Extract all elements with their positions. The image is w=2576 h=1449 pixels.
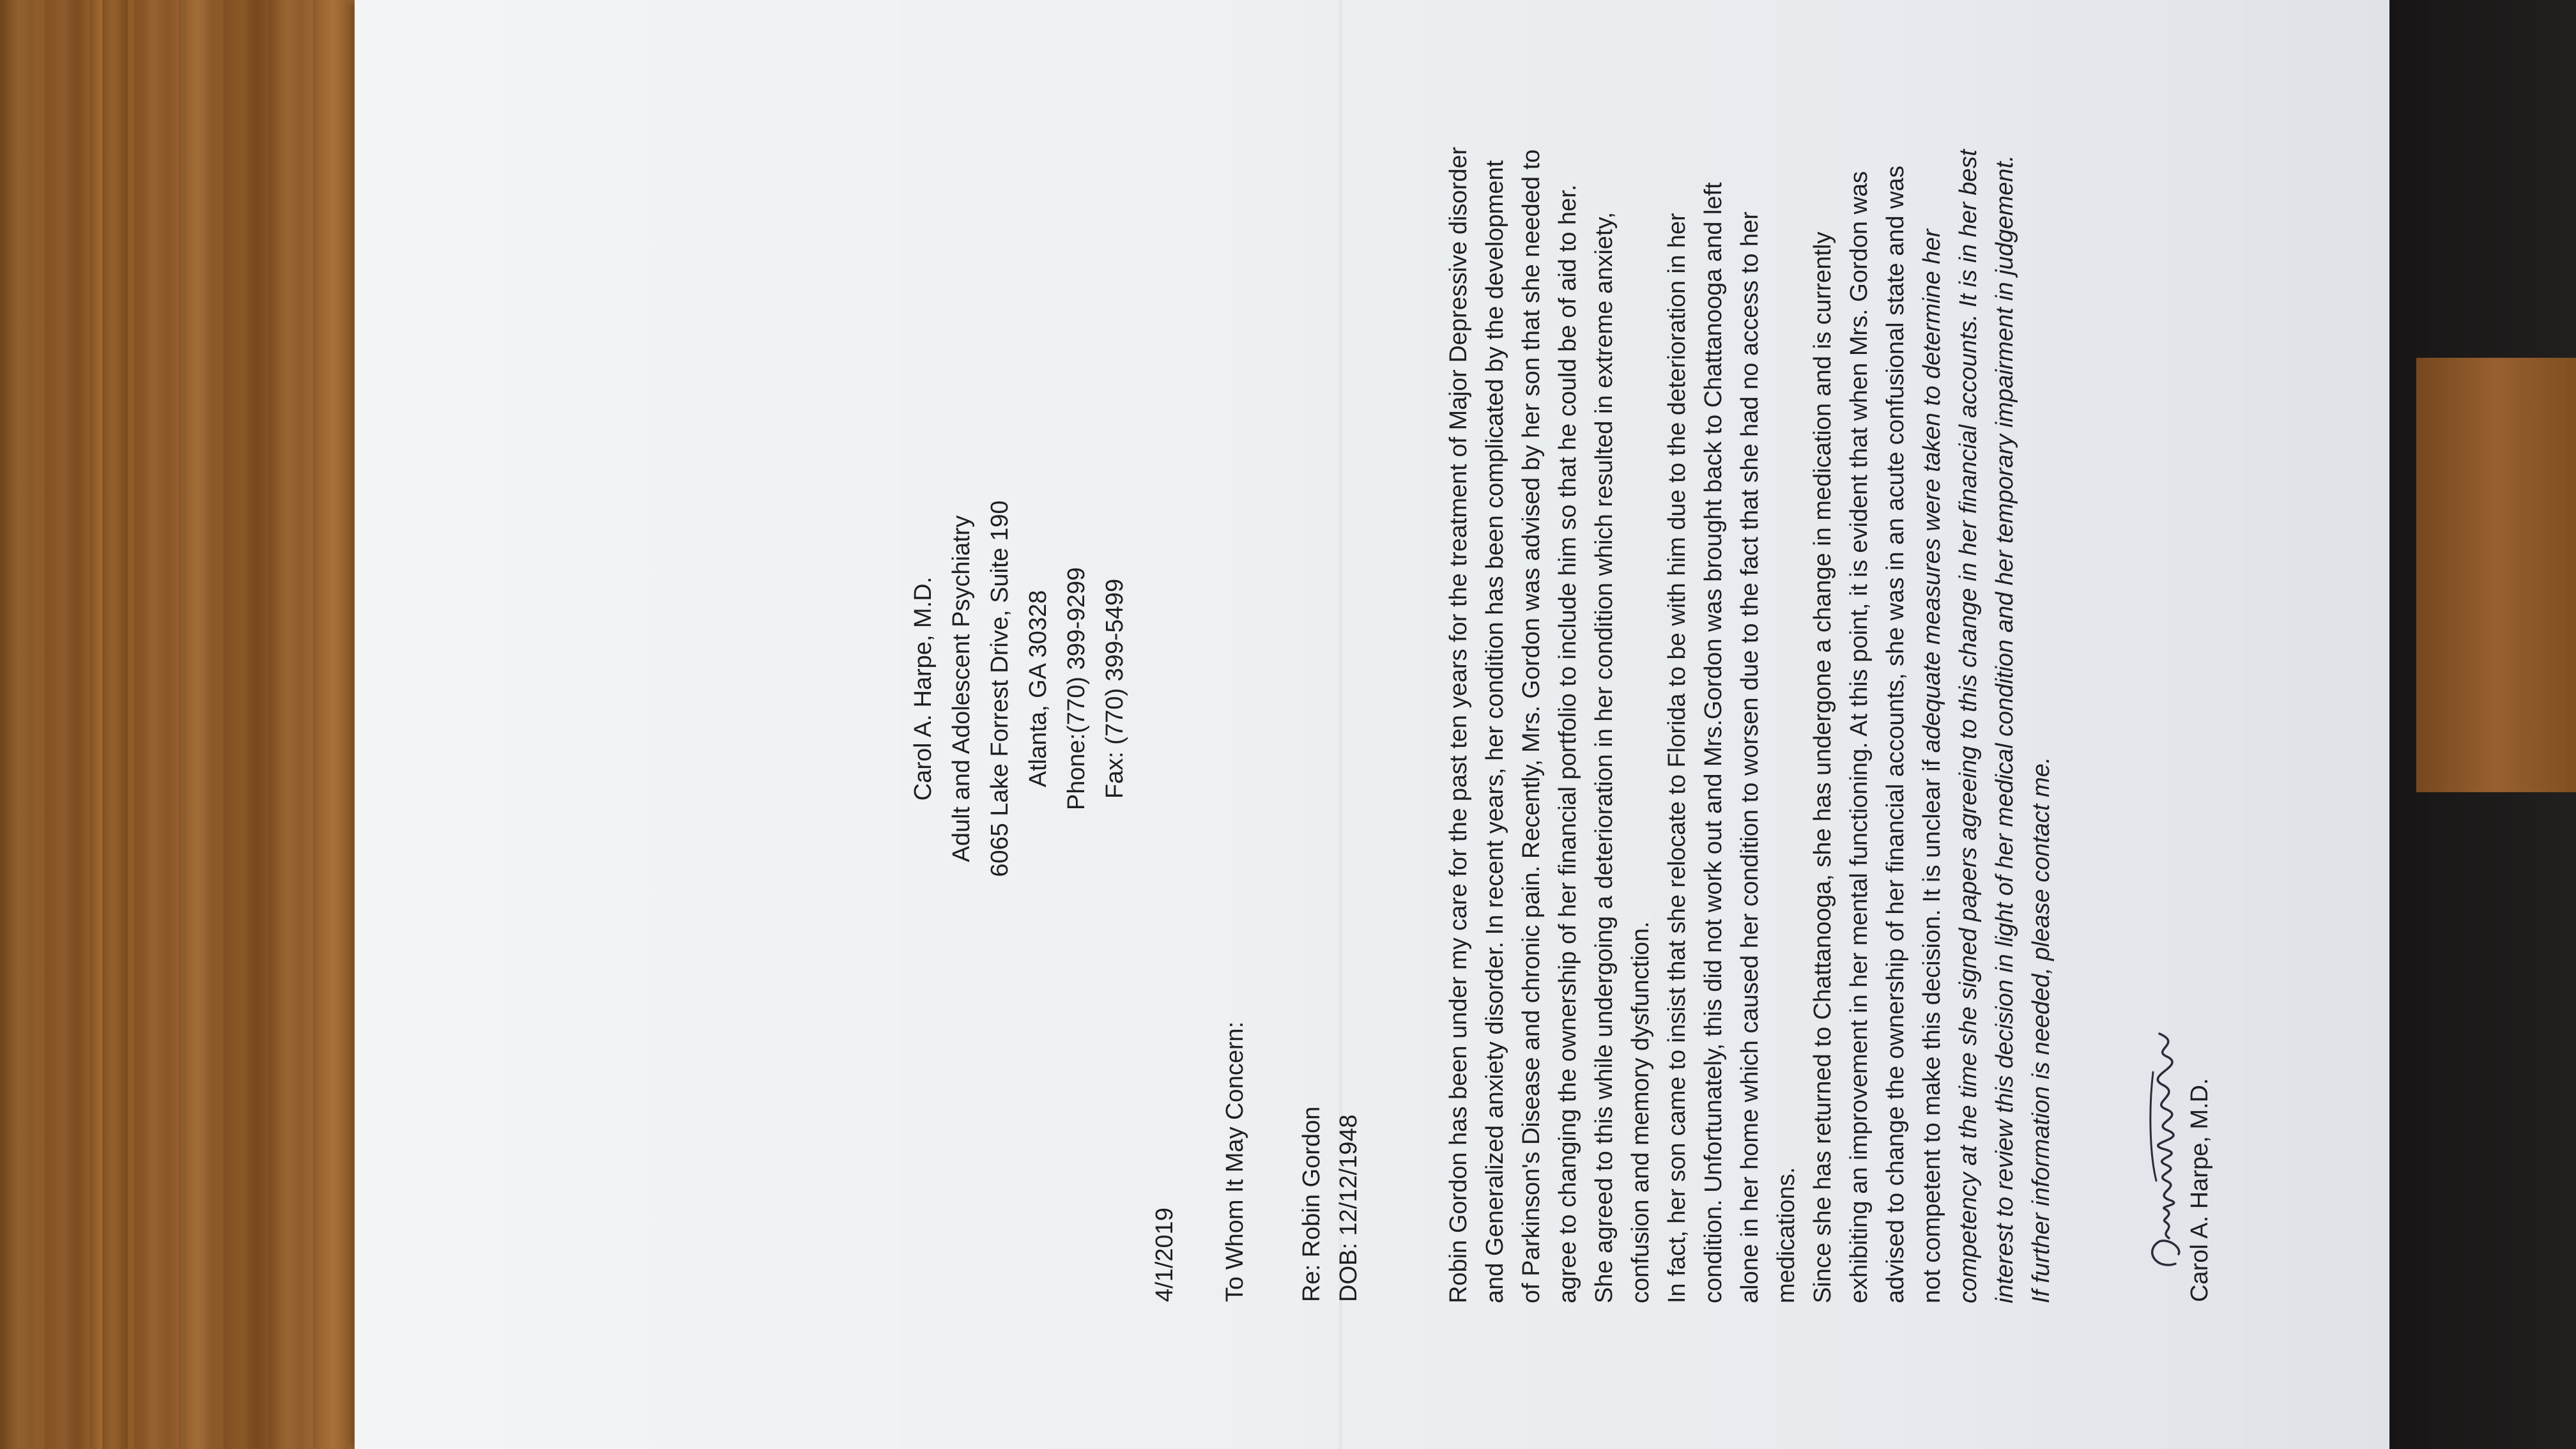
wooden-table-right <box>2416 358 2576 792</box>
doctor-name: Carol A. Harpe, M.D. <box>910 576 937 801</box>
letter-paper <box>355 0 2389 1449</box>
body-paragraph-3 <box>1805 141 2060 1303</box>
practice-name: Adult and Adolescent Psychiatry <box>948 515 975 862</box>
body-paragraph-3-end: If further information is needed, please contact me. <box>2028 756 2055 1303</box>
fax-number: Fax: (770) 399-5499 <box>1101 578 1128 799</box>
table-edge <box>102 0 128 1449</box>
wooden-table-left <box>0 0 358 1449</box>
body-paragraph-2: In fact, her son came to insist that she relocate to Florida to be with him due to the deterioration in her condition. Unfortunately, this did not work out and Mrs.Gordon was brought back to Chattanooga and left alone in her home which caused her condition to worsen due to the fact that she had no access to her medications. <box>1664 182 1800 1303</box>
salutation: To Whom It May Concern: <box>1222 1021 1248 1302</box>
phone-number: Phone:(770) 399-9299 <box>1063 567 1090 811</box>
dob-line: DOB: 12/12/1948 <box>1335 1114 1362 1302</box>
letter-content <box>355 0 2389 1449</box>
letter-body <box>1441 141 2060 1303</box>
body-paragraph-3-start: Since she has returned to Chattanooga, she has undergone a change in medication and is currently exhibiting an improvement in her mental functioning. At this point, it is evident that when Mrs. Gordon was advised to change the ownership of her financial accounts, she was in an acute confusional state and was not competent to make this decision. It is unclear if <box>1809 165 1945 1303</box>
letter-date: 4/1/2019 <box>1151 1208 1178 1302</box>
body-paragraph-3-italic: adequate measures were taken to determine her competency at the time she signed papers agreeing to this change in her financial accounts. It is in her best interest to review this decision in light of her medical condition and her temporary impairment in judgement. <box>1919 149 2018 1303</box>
letterhead <box>904 427 1134 951</box>
body-paragraph-1: Robin Gordon has been under my care for the past ten years for the treatment of Major Depressive disorder and Generalized anxiety disorder. In recent years, her condition has been complicated by the development of Parkinson's Disease and chronic pain. Recently, Mrs. Gordon was advised by her son that she needed to agree to changing the ownership of her financial portfolio to include him so that he could be of aid to her. She agreed to this while undergoing a deterioration in her condition which resulted in extreme anxiety, confusion and memory dysfunction. <box>1445 146 1654 1303</box>
signer-name: Carol A. Harpe, M.D. <box>2186 1078 2213 1302</box>
city-address: Atlanta, GA 30328 <box>1025 590 1052 788</box>
re-line: Re: Robin Gordon <box>1298 1106 1325 1302</box>
street-address: 6065 Lake Forrest Drive, Suite 190 <box>986 500 1013 877</box>
